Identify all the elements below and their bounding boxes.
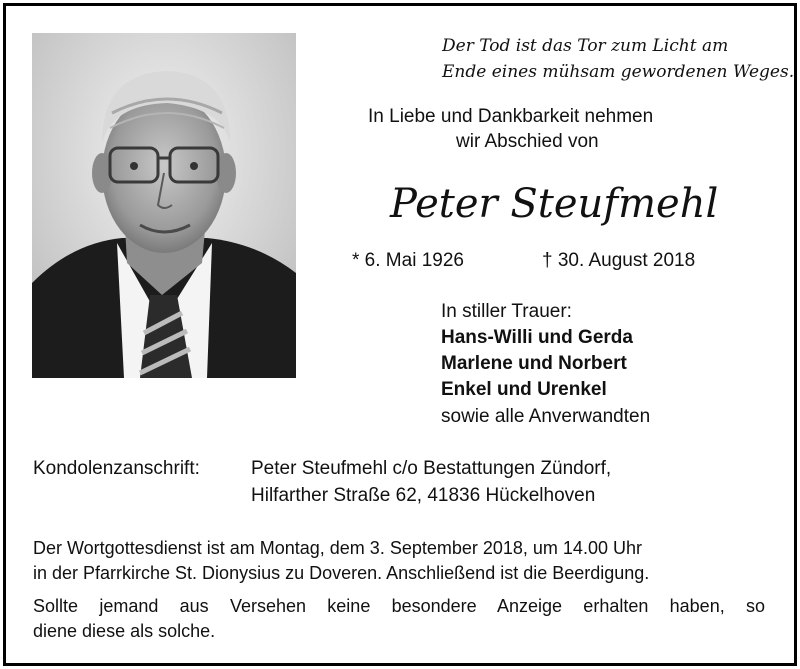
service-line-2: in der Pfarrkirche St. Dionysius zu Doveren. Anschließend ist die Beerdigung. [33,563,650,583]
mourners-heading: In stiller Trauer: [441,301,572,322]
birth-date: * 6. Mai 1926 [352,250,464,271]
mourners-closing: sowie alle Anverwandten [441,406,651,427]
portrait-photo [32,33,296,378]
deceased-name: Peter Steufmehl [390,181,719,227]
notice-line-1: Sollte jemand aus Versehen keine besondere Anzeige erhalten haben, so [33,596,765,616]
condolence-address-2: Hilfarther Straße 62, 41836 Hückelhoven [251,485,596,506]
notice-line-2: diene diese als solche. [33,621,216,641]
condolence-address-1: Peter Steufmehl c/o Bestattungen Zündorf, [251,458,612,479]
service-line-1: Der Wortgottesdienst ist am Montag, dem 3. September 2018, um 14.00 Uhr [33,538,642,558]
quote-line-1: Der Tod ist das Tor zum Licht am [442,36,729,56]
condolence-label: Kondolenzanschrift: [33,458,200,479]
intro-line-2: wir Abschied von [456,131,599,152]
death-date: † 30. August 2018 [542,250,696,271]
quote-line-2: Ende eines mühsam gewordenen Weges. [442,62,795,82]
mourner-name: Marlene und Norbert [441,353,627,374]
intro-line-1: In Liebe und Dankbarkeit nehmen [368,106,654,127]
mourner-name: Hans-Willi und Gerda [441,327,633,348]
mourner-name: Enkel und Urenkel [441,379,607,400]
